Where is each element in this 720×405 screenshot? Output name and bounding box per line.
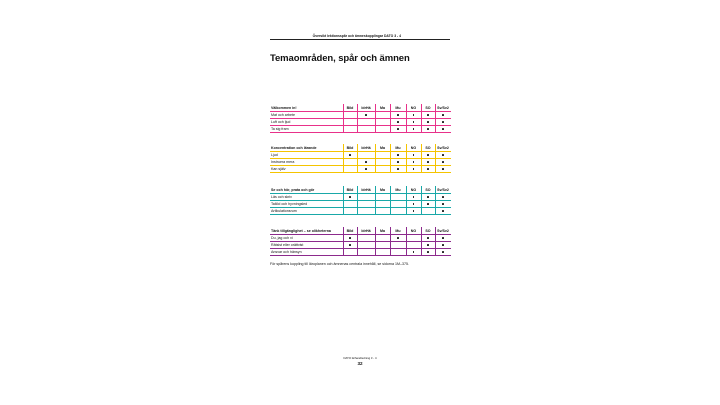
- column-header: Bild: [346, 106, 354, 110]
- bullet-icon: [413, 114, 415, 116]
- column-header: Ma: [380, 146, 385, 150]
- column-header: Bild: [346, 188, 354, 192]
- table-row: [270, 152, 451, 159]
- bullet-icon: [427, 154, 429, 156]
- subject-table: [270, 144, 451, 173]
- column-header: IdrHä: [361, 229, 371, 233]
- row-label: Läs och skriv: [271, 195, 292, 199]
- table-row: [270, 112, 451, 119]
- table-row: [270, 242, 451, 249]
- column-divider: [343, 144, 344, 173]
- bullet-icon: [397, 114, 399, 116]
- row-label: Ansvar och hänsyn: [271, 250, 302, 254]
- bullet-icon: [442, 251, 444, 253]
- section-title: Koncentration och lärande: [271, 146, 317, 150]
- row-label: Ljud: [271, 153, 278, 157]
- bullet-icon: [413, 121, 415, 123]
- row-label: Tallöd och hyvningsled: [271, 202, 308, 206]
- bullet-icon: [427, 203, 429, 205]
- column-header: SO: [425, 106, 431, 110]
- column-header: Sv/Sv2: [437, 229, 449, 233]
- bullet-icon: [442, 114, 444, 116]
- table-row: [270, 166, 451, 173]
- column-header: NO: [410, 106, 417, 110]
- column-divider: [406, 186, 407, 215]
- column-divider: [390, 186, 391, 215]
- column-divider: [421, 104, 422, 133]
- bullet-icon: [397, 121, 399, 123]
- column-divider: [406, 104, 407, 133]
- row-rule-line: [270, 255, 451, 256]
- bullet-icon: [365, 161, 367, 163]
- column-header: NO: [410, 229, 417, 233]
- bullet-icon: [442, 237, 444, 239]
- bullet-icon: [413, 154, 415, 156]
- column-divider: [390, 227, 391, 256]
- table-row: [270, 194, 451, 201]
- table-header-row: [270, 227, 451, 235]
- bullet-icon: [365, 168, 367, 170]
- column-divider: [357, 186, 358, 215]
- bullet-icon: [365, 114, 367, 116]
- subject-table: [270, 186, 451, 215]
- column-divider: [421, 144, 422, 173]
- row-label: Mat och arbete: [271, 113, 295, 117]
- column-divider: [343, 104, 344, 133]
- table-row: [270, 235, 451, 242]
- column-header: Ma: [380, 188, 385, 192]
- bullet-icon: [427, 128, 429, 130]
- bullet-icon: [413, 203, 415, 205]
- bullet-icon: [413, 168, 415, 170]
- bullet-icon: [442, 244, 444, 246]
- column-header: Mu: [395, 188, 401, 192]
- column-divider: [390, 144, 391, 173]
- column-divider: [375, 227, 376, 256]
- column-divider: [375, 104, 376, 133]
- column-divider: [357, 144, 358, 173]
- table-row: [270, 208, 451, 215]
- column-header: SO: [425, 146, 431, 150]
- row-rule-line: [270, 172, 451, 173]
- column-header: Bild: [346, 229, 354, 233]
- column-header: IdrHä: [361, 106, 371, 110]
- bullet-icon: [427, 168, 429, 170]
- bullet-icon: [349, 244, 351, 246]
- column-header: SO: [425, 229, 431, 233]
- bullet-icon: [413, 251, 415, 253]
- page-title: Temaområden, spår och ämnen: [270, 53, 410, 64]
- bullet-icon: [427, 114, 429, 116]
- column-divider: [357, 227, 358, 256]
- column-header: Sv/Sv2: [437, 188, 449, 192]
- bullet-icon: [442, 121, 444, 123]
- bullet-icon: [397, 168, 399, 170]
- column-header: Mu: [395, 229, 401, 233]
- column-header: Ma: [380, 229, 385, 233]
- column-header: NO: [410, 146, 417, 150]
- row-label: Instruera mera: [271, 160, 295, 164]
- column-divider: [343, 227, 344, 256]
- row-rule-line: [270, 214, 451, 215]
- bullet-icon: [442, 210, 444, 212]
- running-header: Översikt lektionsspår och ämneskopplingar DATO 3 - 4: [312, 34, 401, 38]
- footnote: För spårens koppling till läroplanen och ämnenas centrala innehåll, se sidorna 1M–375.: [270, 262, 410, 266]
- bullet-icon: [427, 121, 429, 123]
- bullet-icon: [442, 168, 444, 170]
- bullet-icon: [349, 196, 351, 198]
- page-number: 32: [357, 361, 363, 366]
- table-row: [270, 201, 451, 208]
- bullet-icon: [442, 203, 444, 205]
- bullet-icon: [413, 196, 415, 198]
- bullet-icon: [349, 154, 351, 156]
- row-label: Luft och ljud: [271, 120, 291, 124]
- table-header-row: [270, 104, 451, 112]
- bullet-icon: [427, 244, 429, 246]
- section-title: Tänk tillgänglighet – se olikheterna: [271, 229, 331, 233]
- column-divider: [390, 104, 391, 133]
- row-label: Artikulationsrum: [271, 209, 297, 213]
- column-header: IdrHä: [361, 146, 371, 150]
- column-header: Ma: [380, 106, 385, 110]
- bullet-icon: [442, 154, 444, 156]
- column-divider: [435, 186, 436, 215]
- bullet-icon: [427, 237, 429, 239]
- column-divider: [406, 227, 407, 256]
- bullet-icon: [442, 196, 444, 198]
- bullet-icon: [413, 210, 415, 212]
- bullet-icon: [442, 128, 444, 130]
- bullet-icon: [427, 196, 429, 198]
- column-header: Mu: [395, 146, 401, 150]
- column-divider: [421, 227, 422, 256]
- row-label: Rätsist eller orättvist: [271, 243, 304, 247]
- row-label: Ta sig fram: [271, 127, 289, 131]
- table-row: [270, 119, 451, 126]
- column-divider: [375, 186, 376, 215]
- table-header-row: [270, 186, 451, 194]
- column-header: Mu: [395, 106, 401, 110]
- bullet-icon: [397, 237, 399, 239]
- header-rule: [270, 39, 450, 40]
- column-divider: [343, 186, 344, 215]
- table-row: [270, 159, 451, 166]
- row-label: Du, jag och vi: [271, 236, 293, 240]
- subject-table: [270, 227, 451, 256]
- column-divider: [435, 227, 436, 256]
- column-header: NO: [410, 188, 417, 192]
- column-divider: [421, 186, 422, 215]
- row-rule-line: [270, 132, 451, 133]
- table-header-row: [270, 144, 451, 152]
- footer-doc-title: DATO lärhandledning 3 - 4: [343, 356, 377, 360]
- section-title: Välkommen in!: [271, 106, 297, 110]
- column-divider: [406, 144, 407, 173]
- column-header: Bild: [346, 146, 354, 150]
- bullet-icon: [427, 161, 429, 163]
- bullet-icon: [413, 128, 415, 130]
- bullet-icon: [397, 128, 399, 130]
- subject-table: [270, 104, 451, 133]
- section-title: Se och hör, prata och gör: [271, 188, 315, 192]
- column-header: Sv/Sv2: [437, 106, 449, 110]
- column-header: Sv/Sv2: [437, 146, 449, 150]
- row-label: Kan själv: [271, 167, 286, 171]
- bullet-icon: [397, 154, 399, 156]
- bullet-icon: [442, 161, 444, 163]
- column-header: IdrHä: [361, 188, 371, 192]
- column-divider: [435, 104, 436, 133]
- column-header: SO: [425, 188, 431, 192]
- column-divider: [375, 144, 376, 173]
- table-row: [270, 249, 451, 256]
- bullet-icon: [397, 161, 399, 163]
- column-divider: [357, 104, 358, 133]
- bullet-icon: [413, 161, 415, 163]
- table-row: [270, 126, 451, 133]
- column-divider: [435, 144, 436, 173]
- bullet-icon: [427, 251, 429, 253]
- bullet-icon: [349, 237, 351, 239]
